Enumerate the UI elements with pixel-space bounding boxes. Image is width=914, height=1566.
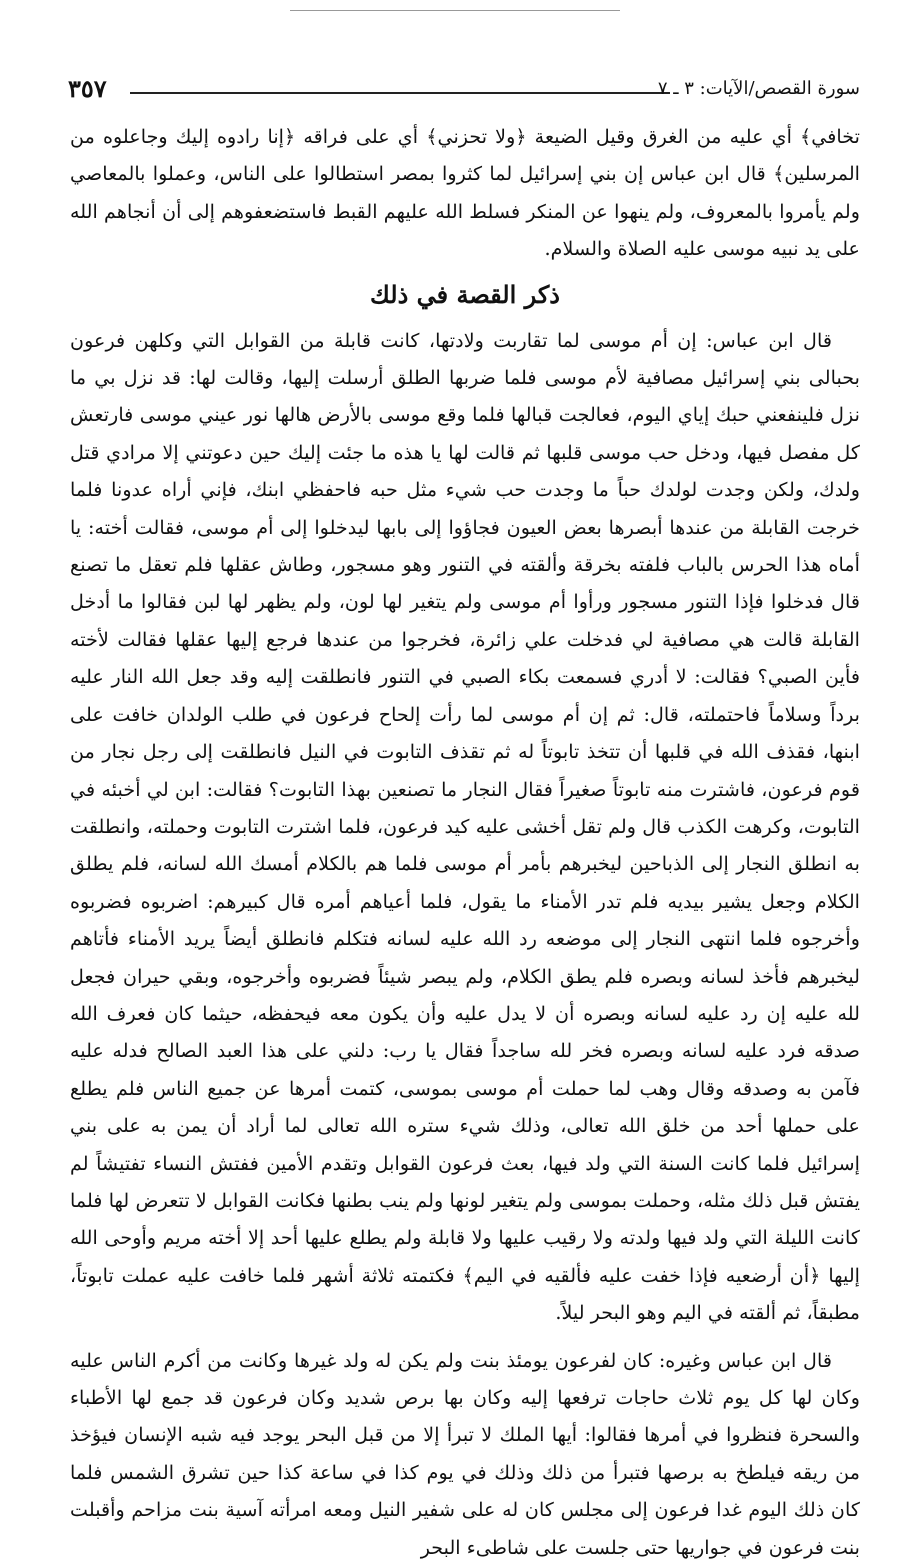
page-number: ٣٥٧ [68,74,107,103]
story-paragraph: قال ابن عباس وغيره: كان لفرعون يومئذ بنت ولم يكن له ولد غيرها وكانت من أكرم الناس عليه وكان لها كل يوم ثلاث حاجات ترفعها إليه وكان بها برص شديد وكان فرعون قد جمع لها الأطباء والسحرة فنظروا في أمرها فقالوا: أيها الملك لا تبرأ إلا من قبل البحر يوجد فيه شبه الإنسان فيؤخذ من ريقه فيلطخ به برصها فتبرأ من ذلك وذلك في يوم كذا في ساعة كذا حين تشرق الشمس فلما كان ذلك اليوم غدا فرعون إلى مجلس كان له على شفير النيل ومعه امرأته آسية بنت مزاحم وأقبلت بنت فرعون في جواريها حتى جلست على شاطىء البحر [70,1348,860,1559]
page-header [60,74,860,104]
intro-paragraph: تخافي﴾ أي عليه من الغرق وقيل الضيعة ﴿ولا تحزني﴾ أي على فراقه ﴿إنا رادوه إليك وجاعلوه من المرسلين﴾ قال ابن عباس إن بني إسرائيل لما كثروا بمصر استطالوا على الناس، وعملوا بالمعاصي ولم يأمروا بالمعروف، ولم ينهوا عن المنكر فسلط الله عليهم القبط فاستضعفوهم إلى أن أنجاهم الله على يد نبيه موسى عليه الصلاة والسلام. [70,125,860,261]
paragraph-gap [70,1332,860,1342]
story-paragraph: قال ابن عباس: إن أم موسى لما تقاربت ولادتها، كانت قابلة من القوابل التي وكلهن فرعون بحبالى بني إسرائيل مصافية لأم موسى فلما ضربها الطلق أرسلت إليها، وقالت لها: قد نزل بي ما نزل فلينفعني حبك إياي اليوم، فعالجت قبالها فلما وقع موسى بالأرض هالها نور عيني موسى فارتعش كل مفصل فيها، ودخل حب موسى قلبها ثم قالت لها يا هذه ما جئت إليك حين دعوتني إلا مرادي قتل ولدك، ولكن وجدت لولدك حباً ما وجدت حب شيء مثل حبه فاحفظي ابنك، فإني أراه عدونا فلما خرجت القابلة من عندها أبصرها بعض العيون فجاؤوا إلى بابها ليدخلوا إلى أم موسى، فقالت أخته: يا أماه هذا الحرس بالباب فلفته بخرقة وألقته في التنور وهو مسجور، وطاش عقلها فلم تعقل ما تصنع قال فدخلوا فإذا التنور مسجور ورأوا أم موسى ولم يتغير لها لون، ولم يظهر لها لبن فقالوا ما أدخل القابلة قالت هي مصافية لي فدخلت علي زائرة، فخرجوا من عندها فرجع إليها عقلها فقالت لأخته فأين الصبي؟ فقالت: لا أدري فسمعت بكاء الصبي في التنور فانطلقت إليه وقد جعل الله النار عليه برداً وسلاماً فاحتملته، قال: ثم إن أم موسى لما رأت إلحاح فرعون في طلب الولدان خافت على ابنها، فقذف الله في قلبها أن تتخذ تابوتاً له ثم تقذف التابوت في النيل فانطلقت إلى رجل نجار من قوم فرعون، فاشترت منه تابوتاً صغيراً فقال النجار ما تصنعين بهذا التابوت؟ فقالت: ابن لي أخبئه في التابوت، وكرهت الكذب قال ولم تقل أخشى عليه كيد فرعون، فلما اشترت التابوت وحملته، وانطلقت به انطلق النجار إلى الذباحين ليخبرهم بأمر أم موسى فلما هم بالكلام أمسك الله لسانه، فلم يطلق الكلام وجعل يشير بيديه فلم تدر الأمناء ما يقول، فلما أعياهم أمره قال كبيرهم: اضربوه فضربوه وأخرجوه فلما انتهى النجار إلى موضعه رد الله عليه لسانه فتكلم فانطلق أيضاً يريد الأمناء فأتاهم ليخبرهم فأخذ لسانه وبصره فلم يطق الكلام، ولم يبصر شيئاً فضربوه وأخرجوه، وبقي حيران فجعل لله عليه إن رد عليه لسانه وبصره أن لا يدل عليه وأن يكون معه فيحفظه، حيثما كان فعرف الله صدقه فرد عليه لسانه وبصره فخر لله ساجداً فقال يا رب: دلني على هذا العبد الصالح فدله عليه فآمن به وصدقه وقال وهب لما حملت أم موسى بموسى، كتمت أمرها عن جميع الناس فلم يطلع على حملها أحد من خلق الله تعالى، وذلك شيء ستره الله تعالى لما أراد أن يمن به على بني إسرائيل فلما كانت السنة التي ولد فيها، بعث فرعون القوابل وتقدم الأمين ففتش النساء تفتيشاً لم يفتش قبل ذلك مثله، وحملت بموسى ولم يتغير لونها ولم ينب بطنها فكانت القوابل لا تتعرض لها فلما كانت الليلة التي ولد فيها ولدته ولا رقيب عليها ولا قابلة ولم يطلع عليها أحد إلا أخته مريم وأوحى الله إليها ﴿أن أرضعيه فإذا خفت عليه فألقيه في اليم﴾ فكتمته ثلاثة أشهر فلما خافت عليه عملت تابوتاً، مطبقاً، ثم ألقته في اليم وهو البحر ليلاً. [70,328,860,1325]
header-rule [130,92,670,94]
running-title: سورة القصص/الآيات: ٣ ـ ٧ [657,78,860,99]
section-heading: ذكر القصة في ذلك [370,279,560,309]
page-body [70,118,860,1566]
top-rule [290,10,620,11]
